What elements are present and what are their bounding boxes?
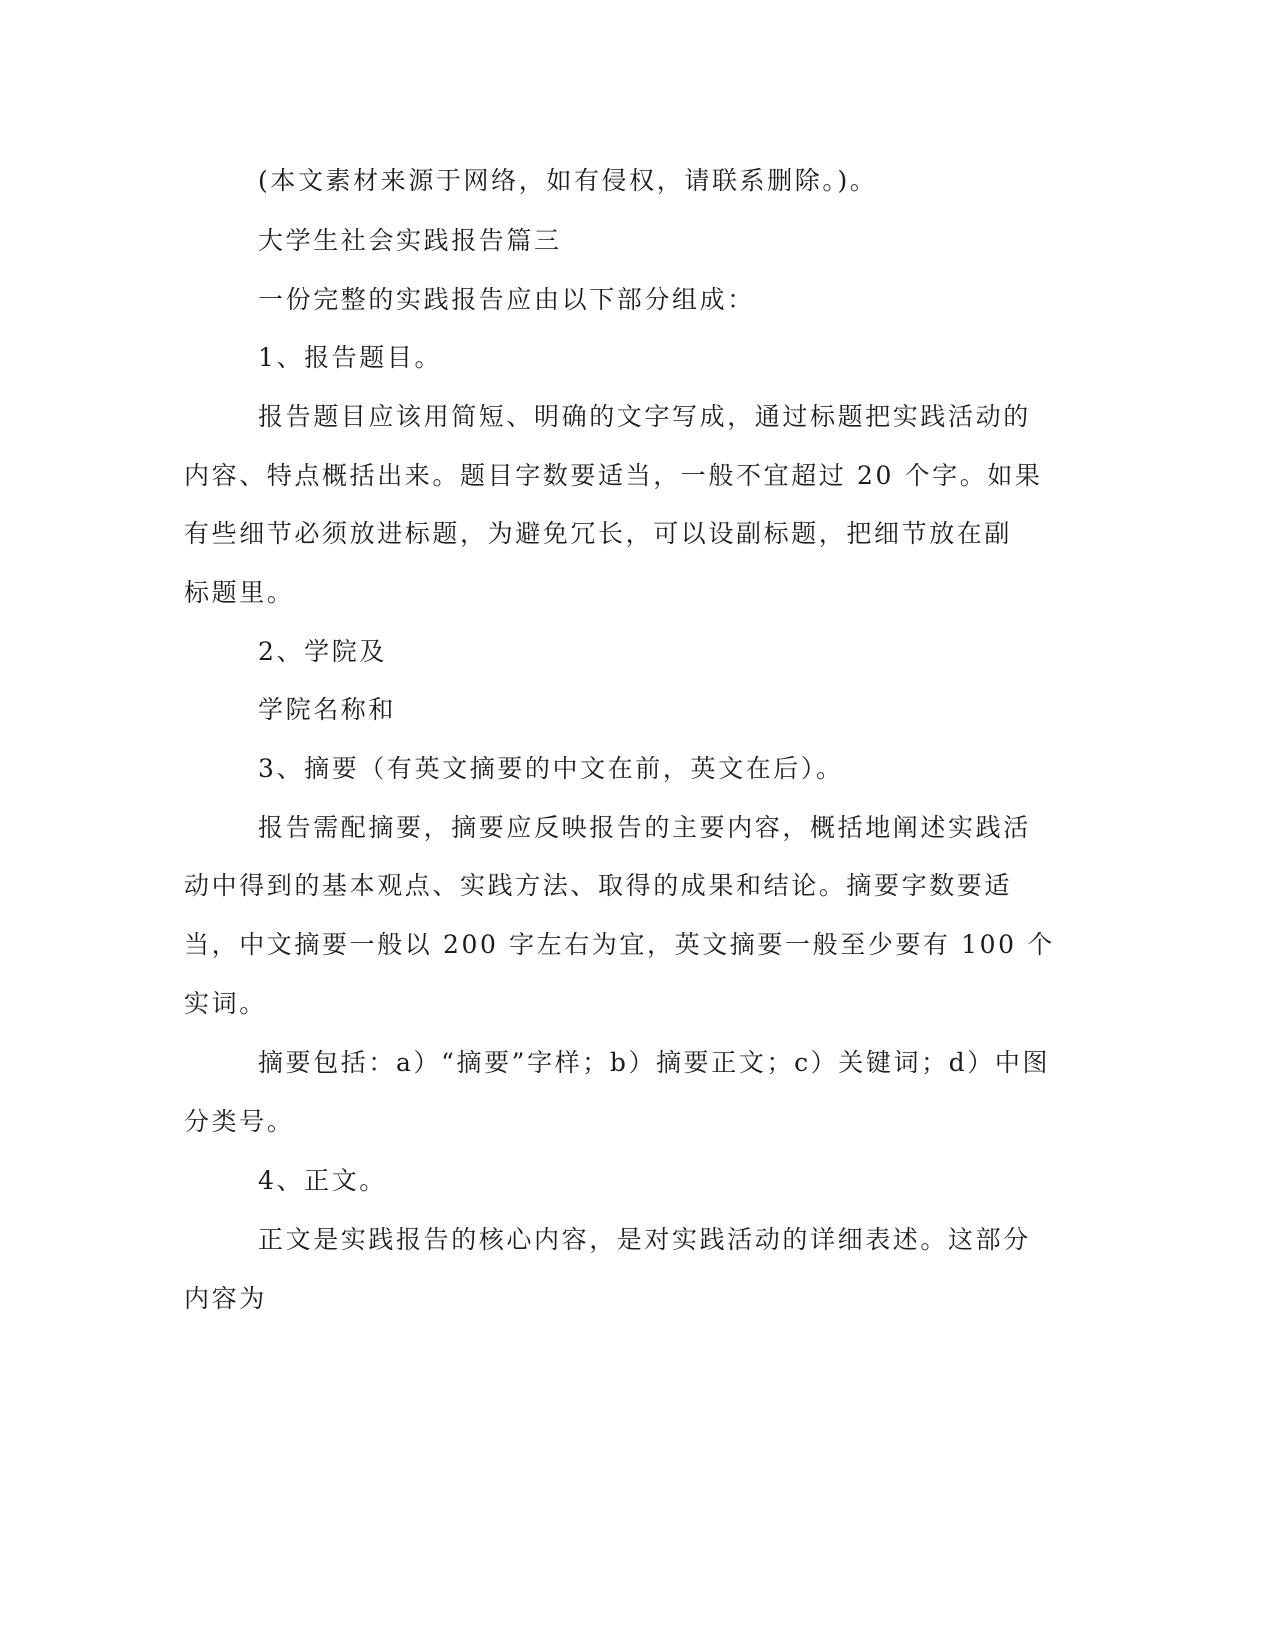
paragraph-line: 正文是实践报告的核心内容，是对实践活动的详细表述。这部分 xyxy=(258,1225,1031,1254)
paragraph-line: 实词。 xyxy=(184,989,267,1018)
paragraph-line: 标题里。 xyxy=(184,578,295,607)
paragraph-intro: 一份完整的实践报告应由以下部分组成： xyxy=(258,285,755,314)
heading-report-title: 1、报告题目。 xyxy=(258,343,443,372)
heading-abstract: 3、摘要（有英文摘要的中文在前，英文在后）。 xyxy=(258,754,844,783)
section-title: 大学生社会实践报告篇三 xyxy=(258,226,562,255)
copyright-notice: (本文素材来源于网络，如有侵权，请联系删除。)。 xyxy=(258,166,878,195)
paragraph-line: 内容、特点概括出来。题目字数要适当，一般不宜超过 20 个字。如果 xyxy=(184,461,1043,490)
paragraph-line: 摘要包括：a）“摘要”字样；b）摘要正文；c）关键词；d）中图 xyxy=(258,1048,1051,1077)
heading-college: 2、学院及 xyxy=(258,637,387,666)
paragraph-line: 内容为 xyxy=(184,1284,267,1313)
paragraph-line: 有些细节必须放进标题，为避免冗长，可以设副标题，把细节放在副 xyxy=(184,519,1013,548)
paragraph-line: 报告需配摘要，摘要应反映报告的主要内容，概括地阐述实践活 xyxy=(258,813,1031,842)
paragraph-line: 分类号。 xyxy=(184,1107,295,1136)
heading-body: 4、正文。 xyxy=(258,1166,387,1195)
paragraph-line: 报告题目应该用简短、明确的文字写成，通过标题把实践活动的 xyxy=(258,402,1031,431)
paragraph-line: 当，中文摘要一般以 200 字左右为宜，英文摘要一般至少要有 100 个 xyxy=(184,930,1055,959)
paragraph-line: 动中得到的基本观点、实践方法、取得的成果和结论。摘要字数要适 xyxy=(184,871,1013,900)
paragraph-line: 学院名称和 xyxy=(258,695,397,724)
